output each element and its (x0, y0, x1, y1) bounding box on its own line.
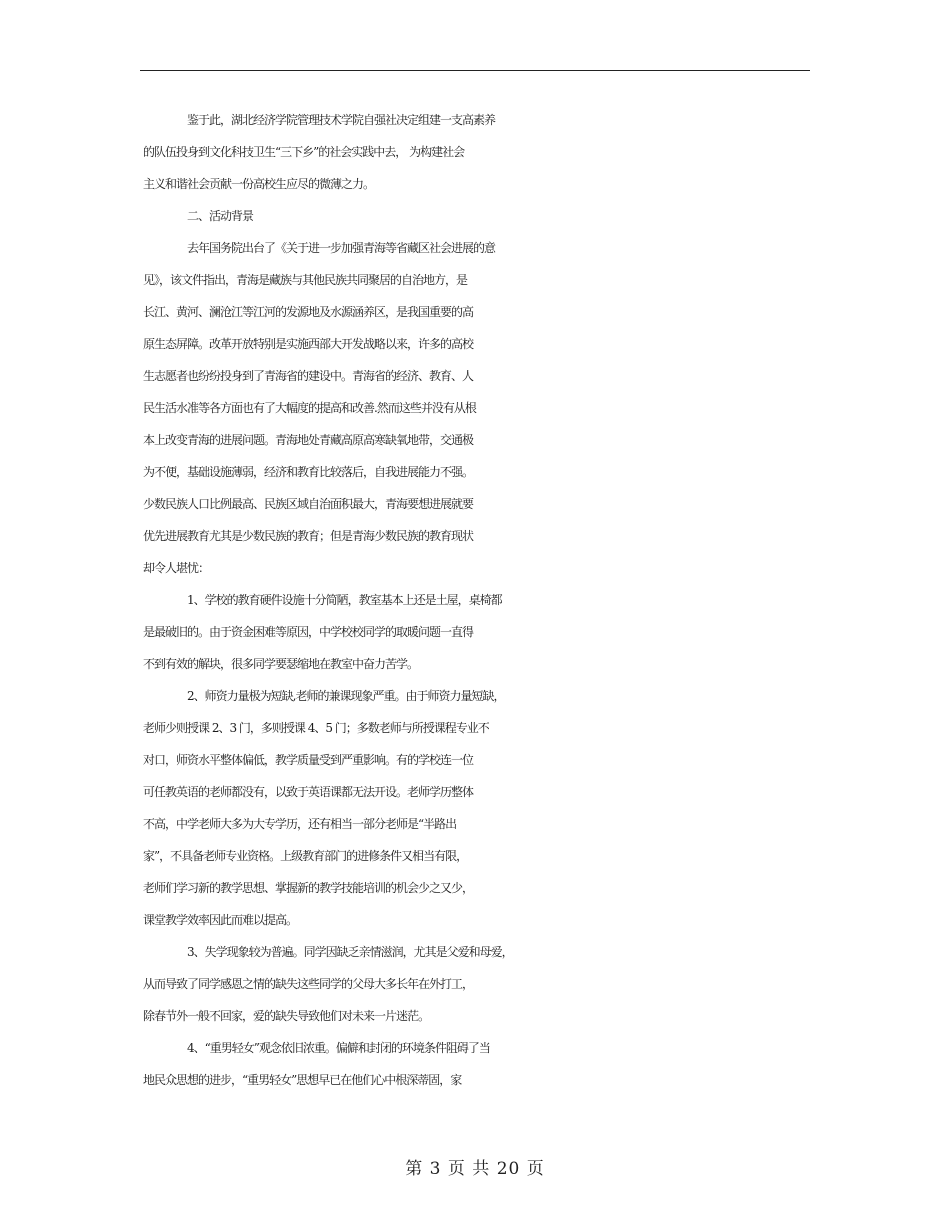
page-number: 第 3 页 共 20 页 (405, 1159, 545, 1179)
text-line: 家”，不具备老师专业资格。上级教育部门的进修条件又相当有限， (143, 849, 468, 863)
section-heading: 二、活动背景 (187, 209, 254, 223)
document-body (143, 104, 813, 1096)
text-line: 老师少则授课 2、3 门，多则授课 4、5 门；多数老师与所授课程专业不 (143, 721, 489, 735)
header-rule (140, 70, 810, 71)
text-line: 除春节外一般不回家，爱的缺失导致他们对未来一片迷茫。 (143, 1009, 430, 1023)
text-line: 少数民族人口比例最高、民族区域自治面积最大，青海要想进展就要 (143, 497, 474, 511)
text-line: 鉴于此，湖北经济学院管理技术学院自强社决定组建一支高素养 (187, 113, 496, 127)
text-line: 从而导致了同学感恩之情的缺失这些同学的父母大多长年在外打工， (143, 977, 474, 991)
text-line: 不高，中学老师大多为大专学历，还有相当一部分老师是“半路出 (143, 817, 457, 831)
text-line: 原生态屏障。改革开放特别是实施西部大开发战略以来，许多的高校 (143, 337, 474, 351)
text-line: 长江、黄河、澜沧江等江河的发源地及水源涵养区，是我国重要的高 (143, 305, 474, 319)
list-item-2: 2、师资力量极为短缺,老师的兼课现象严重。由于师资力量短缺， (187, 689, 505, 703)
text-line: 民生活水准等各方面也有了大幅度的提高和改善.然而这些并没有从根 (143, 401, 476, 415)
text-line: 生志愿者也纷纷投身到了青海省的建设中。青海省的经济、教育、人 (143, 369, 474, 383)
text-line: 对口，师资水平整体偏低，教学质量受到严重影响。有的学校连一位 (143, 753, 474, 767)
list-item-3: 3、失学现象较为普遍。同学因缺乏亲情滋润，尤其是父爱和母爱， (187, 945, 513, 959)
text-line: 本上改变青海的进展问题。青海地处青藏高原高寒缺氧地带，交通极 (143, 433, 474, 447)
text-line: 地民众思想的进步，“重男轻女”思想早已在他们心中根深蒂固，家 (143, 1073, 462, 1087)
text-line: 为不便，基础设施薄弱，经济和教育比较落后，自我进展能力不强。 (143, 465, 474, 479)
text-line: 主义和谐社会贡献一份高校生应尽的微薄之力。 (143, 177, 375, 191)
text-line: 课堂教学效率因此而难以提高。 (143, 913, 298, 927)
text-line: 不到有效的解块，很多同学要瑟缩地在教室中奋力苦学。 (143, 657, 419, 671)
text-line: 是最破旧的。由于资金困难等原因，中学校校同学的取暖问题一直得 (143, 625, 474, 639)
text-line: 老师们学习新的教学思想、掌握新的教学技能培训的机会少之又少， (143, 881, 474, 895)
text-line: 去年国务院出台了《关于进一步加强青海等省藏区社会进展的意 (187, 241, 496, 255)
list-item-1: 1、学校的教育硬件设施十分简陋，教室基本上还是土屋，桌椅都 (187, 593, 502, 607)
text-line: 优先进展教育尤其是少数民族的教育；但是青海少数民族的教育现状 (143, 529, 474, 543)
text-line: 的队伍投身到文化科技卫生“三下乡”的社会实践中去， 为构建社会 (143, 145, 465, 159)
text-line: 见》，该文件指出，青海是藏族与其他民族共同聚居的自治地方，是 (143, 273, 468, 287)
list-item-4: 4、“重男轻女”观念依旧浓重。偏僻和封闭的环境条件阻碍了当 (187, 1041, 490, 1055)
text-line: 却令人堪忧： (143, 561, 210, 575)
text-line: 可任教英语的老师都没有，以致于英语课都无法开设。老师学历整体 (143, 785, 474, 799)
